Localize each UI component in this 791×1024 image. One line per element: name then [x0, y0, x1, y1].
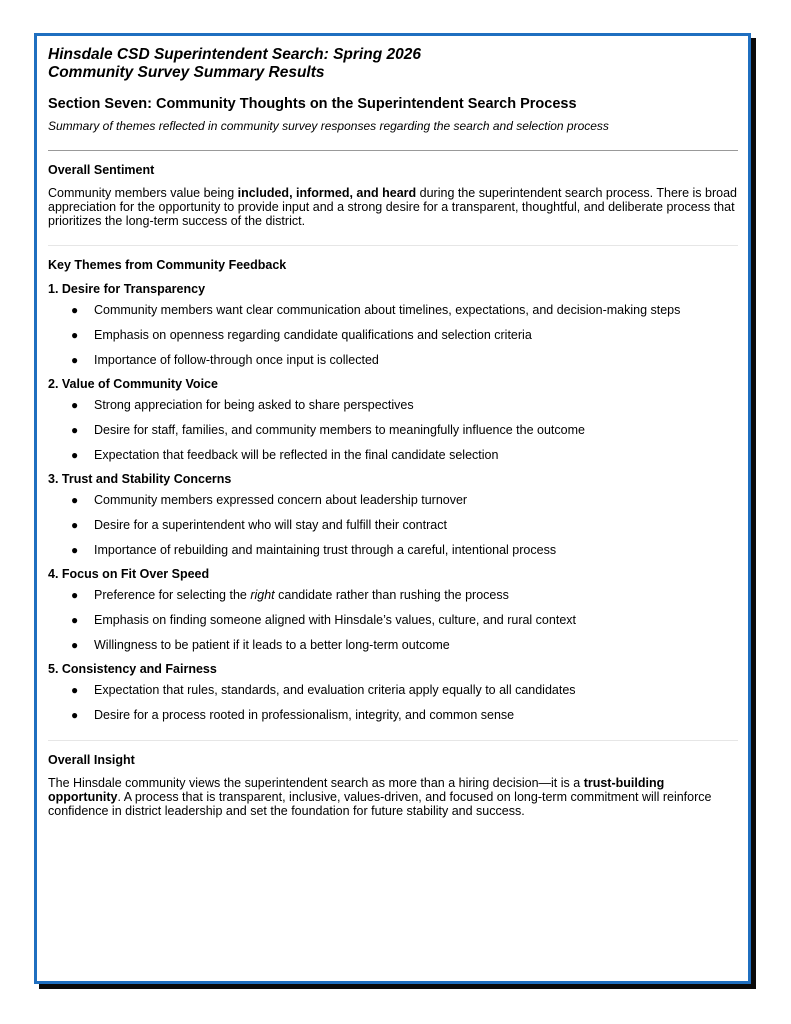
list-item-text: Desire for staff, families, and community members to meaningfully influence the outcome — [94, 423, 585, 437]
list-item-text: Emphasis on finding someone aligned with Hinsdale’s values, culture, and rural context — [94, 613, 576, 627]
list-item — [48, 423, 738, 438]
list-item-text-end: candidate rather than rushing the process — [274, 588, 509, 602]
list-item-text: Importance of rebuilding and maintaining trust through a careful, intentional process — [94, 543, 557, 557]
theme-list-fit-over-speed — [48, 588, 738, 653]
bullet-icon: ● — [71, 638, 79, 652]
theme-list-consistency-fairness — [48, 683, 738, 723]
overall-insight-heading: Overall Insight — [48, 753, 135, 767]
theme-list-transparency — [48, 303, 738, 368]
document-title — [48, 46, 738, 82]
bullet-icon: ● — [71, 588, 79, 602]
insight-text-start: The Hinsdale community views the superintendent search as more than a hiring decision—it is a — [48, 776, 584, 790]
sentiment-text-end: during the superintendent search process. There is broad appreciation for the opportunity to provide input and a strong desire for a transparent, thoughtful, and deliberate process that prioritizes the long-term success of the district. — [48, 186, 737, 228]
insight-text-emphasis: trust-building opportunity — [48, 776, 665, 804]
section-divider — [48, 150, 738, 151]
list-item — [48, 493, 738, 508]
list-item-text: Community members want clear communication about timelines, expectations, and decision-making steps — [94, 303, 681, 317]
insight-text-end: . A process that is transparent, inclusive, values-driven, and focused on long-term commitment will reinforce confidence in district leadership and set the foundation for future stability and success. — [48, 790, 712, 818]
list-item-text-emphasis: right — [250, 588, 275, 602]
theme-list-trust-stability — [48, 493, 738, 558]
bullet-icon: ● — [71, 543, 79, 557]
list-item — [48, 353, 738, 368]
list-item — [48, 543, 738, 558]
bullet-icon: ● — [71, 613, 79, 627]
theme-title-transparency: 1. Desire for Transparency — [48, 282, 206, 296]
overall-sentiment-heading: Overall Sentiment — [48, 163, 155, 177]
list-item — [48, 398, 738, 413]
bullet-icon: ● — [71, 493, 79, 507]
list-item — [48, 448, 738, 463]
sentiment-text-start: Community members value being — [48, 186, 238, 200]
sentiment-text-emphasis: included, informed, and heard — [237, 186, 417, 200]
bullet-icon: ● — [71, 448, 79, 462]
bullet-icon: ● — [71, 328, 79, 342]
list-item-text — [94, 588, 509, 602]
list-item-text-start: Preference for selecting the — [94, 588, 251, 602]
section-title: Section Seven: Community Thoughts on the Superintendent Search Process — [48, 96, 577, 112]
title-line-1: Hinsdale CSD Superintendent Search: Spring 2026 — [48, 46, 421, 63]
list-item — [48, 638, 738, 653]
list-item-text: Desire for a process rooted in professionalism, integrity, and common sense — [94, 708, 515, 722]
theme-title-consistency-fairness: 5. Consistency and Fairness — [48, 662, 217, 676]
list-item — [48, 613, 738, 628]
list-item-text: Strong appreciation for being asked to share perspectives — [94, 398, 414, 412]
list-item-text: Importance of follow-through once input is collected — [94, 353, 379, 367]
theme-title-fit-over-speed: 4. Focus on Fit Over Speed — [48, 567, 210, 581]
list-item — [48, 303, 738, 318]
bullet-icon: ● — [71, 353, 79, 367]
theme-list-community-voice — [48, 398, 738, 463]
bullet-icon: ● — [71, 398, 79, 412]
overall-sentiment-text — [48, 186, 738, 228]
bullet-icon: ● — [71, 708, 79, 722]
document-content — [48, 46, 738, 818]
themes-divider — [48, 740, 738, 741]
list-item-text: Expectation that feedback will be reflected in the final candidate selection — [94, 448, 499, 462]
theme-title-community-voice: 2. Value of Community Voice — [48, 377, 218, 391]
bullet-icon: ● — [71, 303, 79, 317]
list-item — [48, 328, 738, 343]
list-item — [48, 708, 738, 723]
bullet-icon: ● — [71, 683, 79, 697]
theme-title-trust-stability: 3. Trust and Stability Concerns — [48, 472, 232, 486]
list-item-text: Expectation that rules, standards, and evaluation criteria apply equally to all candidates — [94, 683, 576, 697]
list-item — [48, 588, 738, 603]
sentiment-divider — [48, 245, 738, 246]
page-frame — [34, 33, 751, 984]
section-subtitle: Summary of themes reflected in community survey responses regarding the search and selection process — [48, 119, 609, 133]
title-line-2: Community Survey Summary Results — [48, 64, 325, 81]
list-item-text: Desire for a superintendent who will stay and fulfill their contract — [94, 518, 447, 532]
list-item-text: Willingness to be patient if it leads to a better long-term outcome — [94, 638, 450, 652]
list-item — [48, 683, 738, 698]
bullet-icon: ● — [71, 423, 79, 437]
list-item — [48, 518, 738, 533]
list-item-text: Community members expressed concern about leadership turnover — [94, 493, 468, 507]
list-item-text: Emphasis on openness regarding candidate qualifications and selection criteria — [94, 328, 532, 342]
overall-insight-text — [48, 776, 738, 818]
key-themes-heading: Key Themes from Community Feedback — [48, 258, 287, 272]
bullet-icon: ● — [71, 518, 79, 532]
